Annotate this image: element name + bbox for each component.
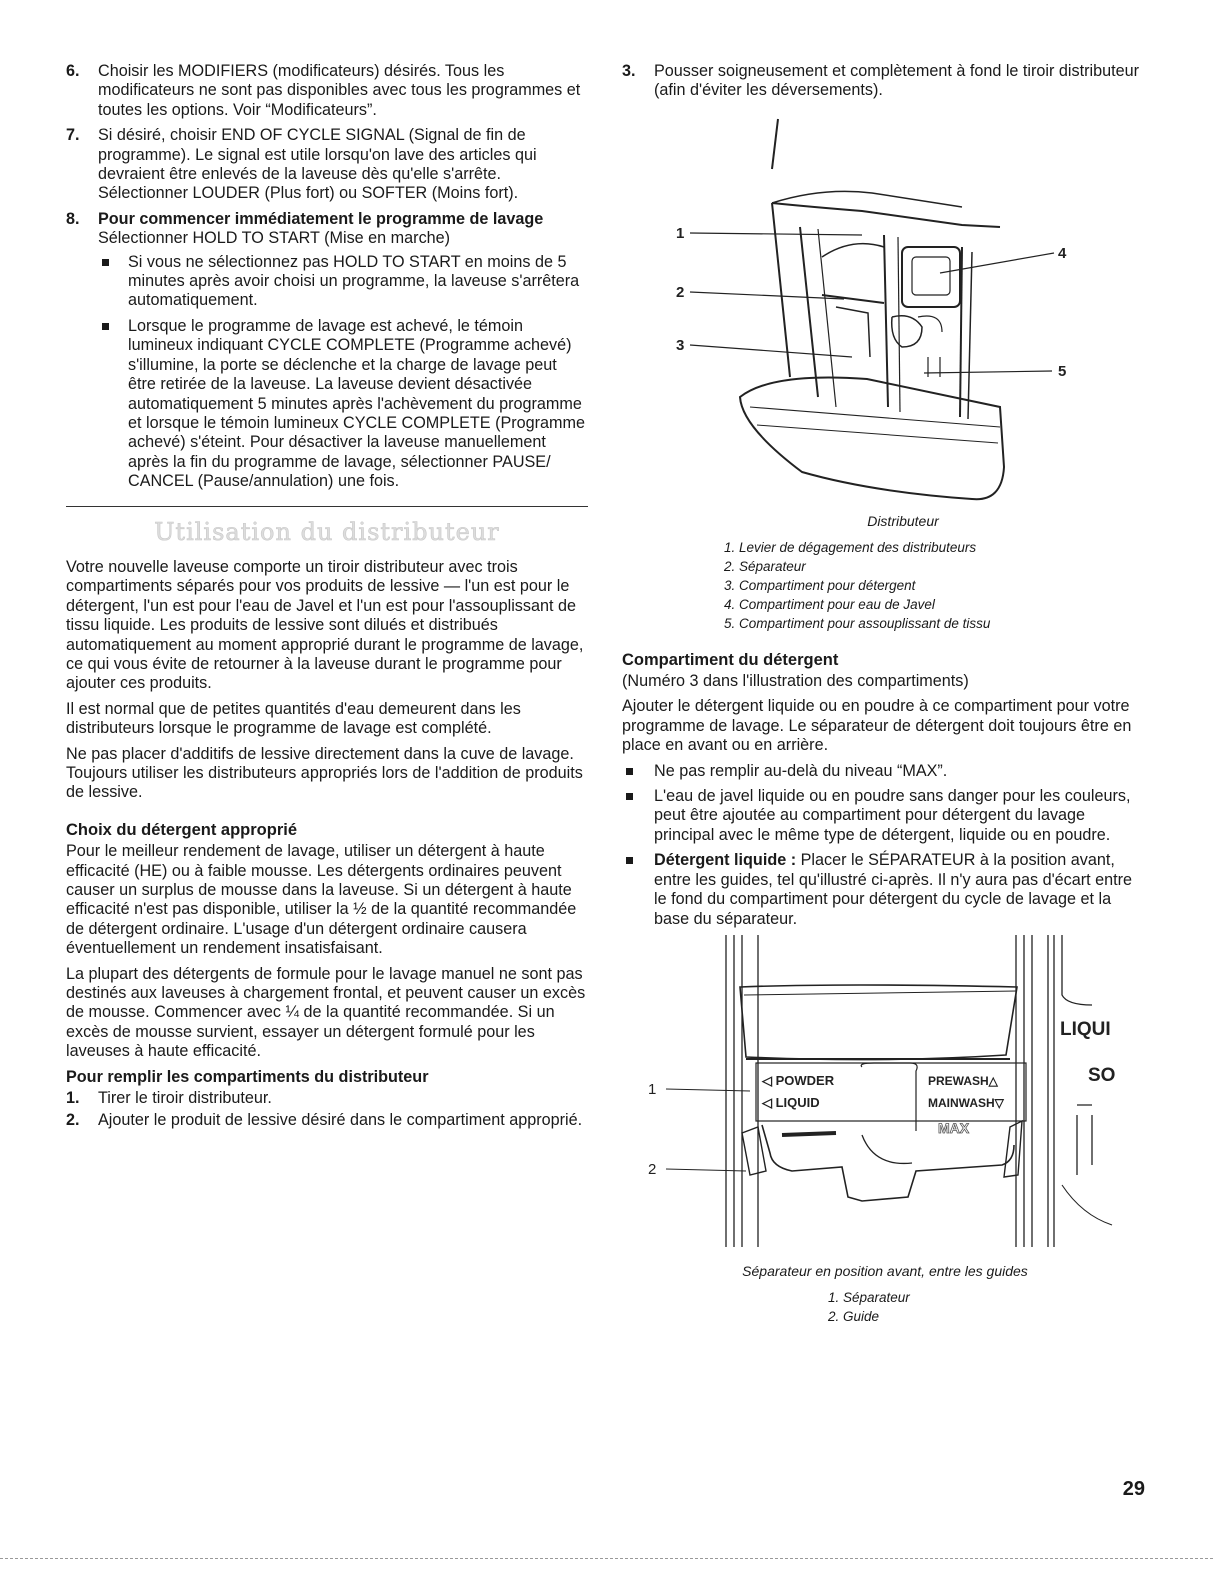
callout-5: 5 <box>1058 362 1067 380</box>
section-title: Utilisation du distributeur <box>154 517 500 546</box>
choix-heading: Choix du détergent approprié <box>66 820 298 839</box>
powder-label: ◁ POWDER <box>762 1072 835 1088</box>
mainwash-label: MAINWASH▽ <box>928 1095 1004 1110</box>
choix-paragraph: Pour le meilleur rendement de lavage, utiliser un détergent à haute efficacité (HE) ou à faible mousse. Les détergents ordinaires peuvent causer un surplus de mousse dans la laveuse. Si un détergent à haute efficacité n'est pas disponible, utiliser la ½ de la quantité recommandée de détergent ordinaire. L'usage d'un détergent ordinaire causera éventuellement un rendement insatisfaisant. <box>66 842 577 958</box>
dispenser-legend <box>622 538 1144 633</box>
intro-paragraph: Il est normal que de petites quantités d'eau demeurent dans les distributeurs lorsque le programme de lavage est complété. <box>66 699 521 738</box>
callout-2: 2 <box>676 283 685 301</box>
step-1-text: Tirer le tiroir distributeur. <box>98 1089 272 1108</box>
liquid-detergent-text: Placer le SÉPARATEUR à la position avant, entre les guides, tel qu'illustré ci-après. Il n'y aura pas d'écart entre le fond du compartiment pour détergent du cycle de lavage et la base du séparateur. <box>654 851 1133 928</box>
step-7 <box>66 126 588 204</box>
liquid-detergent-label: Détergent liquide : <box>654 851 797 870</box>
separator-figure <box>622 935 1144 1326</box>
legend-item: 3. Compartiment pour détergent <box>724 577 916 593</box>
max-label: MAX <box>938 1119 970 1136</box>
remplir-heading: Pour remplir les compartiments du distributeur <box>66 1067 429 1086</box>
separator-caption: Séparateur en position avant, entre les guides <box>742 1263 1028 1280</box>
legend-item: 1. Séparateur <box>828 1289 910 1305</box>
prewash-label: PREWASH△ <box>928 1073 998 1088</box>
step-8-bullets <box>66 253 588 492</box>
compartment-bullet: L'eau de javel liquide ou en poudre sans danger pour les couleurs, peut être ajoutée au compartiment pour détergent du lavage principal avec le même type de détergent, liquide ou en poudre. <box>622 787 1144 845</box>
step-8-bullet: Lorsque le programme de lavage est achevé, le témoin lumineux indiquant CYCLE COMPLETE (Programme achevé) s'illumine, la porte se déclenche et la charge de lavage peut être retirée de la laveuse. La laveuse devient désactivée automatiquement 5 minutes après l'achèvement du programme et lorsque le témoin lumineux CYCLE COMPLETE (Programme achevé) s'éteint. Pour désactiver la laveuse manuellement après la fin du programme de lavage, sélectionner PAUSE/ CANCEL (Pause/annulation) une fois. <box>98 317 588 492</box>
callout-2: 2 <box>648 1160 657 1178</box>
legend-item: 5. Compartiment pour assouplissant de tissu <box>724 615 991 631</box>
right-column <box>622 62 1144 1326</box>
step-8-number: 8. <box>66 209 80 228</box>
compartment-subtitle: (Numéro 3 dans l'illustration des compartiments) <box>622 672 969 691</box>
step-6 <box>66 62 588 120</box>
step-2-text: Ajouter le produit de lessive désiré dans le compartiment approprié. <box>98 1110 583 1129</box>
step-6-text: Choisir les MODIFIERS (modificateurs) désirés. Tous les modificateurs ne sont pas disponibles avec tous les programmes et toutes les options. Voir “Modificateurs”. <box>98 62 581 119</box>
callout-3: 3 <box>676 336 685 354</box>
step-2-number: 2. <box>66 1110 80 1129</box>
step-7-number: 7. <box>66 126 80 145</box>
step-3-text: Pousser soigneusement et complètement à fond le tiroir distributeur (afin d'éviter les déversements). <box>654 62 1139 100</box>
dispenser-illustration <box>622 107 1144 507</box>
step-8-bullet: Si vous ne sélectionnez pas HOLD TO START en moins de 5 minutes après avoir choisi un programme, la laveuse s'arrêtera automatiquement. <box>98 253 588 311</box>
separator-illustration <box>622 935 1144 1253</box>
page-number: 29 <box>1122 1478 1145 1500</box>
compartment-bullet <box>622 851 1144 929</box>
dispenser-figure <box>622 107 1144 633</box>
compartment-paragraph: Ajouter le détergent liquide ou en poudre à ce compartiment pour votre programme de lavage. Le séparateur de détergent doit toujours être en place en avant ou en arrière. <box>622 697 1132 755</box>
softener-partial-label: SO <box>1088 1064 1116 1086</box>
left-column <box>66 62 588 1136</box>
legend-item: 2. Guide <box>828 1308 880 1324</box>
compartment-heading: Compartiment du détergent <box>622 650 839 669</box>
step-1-number: 1. <box>66 1089 80 1108</box>
step-3 <box>622 62 1144 101</box>
legend-item: 4. Compartiment pour eau de Javel <box>724 596 935 612</box>
step-1 <box>66 1089 588 1108</box>
step-6-number: 6. <box>66 62 80 80</box>
callout-1: 1 <box>648 1080 657 1098</box>
liquid-partial-label: LIQUI <box>1060 1018 1111 1040</box>
step-3-number: 3. <box>622 62 636 80</box>
liquid-label: ◁ LIQUID <box>762 1094 820 1110</box>
step-8-text: Sélectionner HOLD TO START (Mise en marche) <box>98 229 451 248</box>
step-8-title: Pour commencer immédiatement le programme de lavage <box>98 209 544 228</box>
callout-1: 1 <box>676 224 685 242</box>
compartment-bullet: Ne pas remplir au-delà du niveau “MAX”. <box>622 762 1144 781</box>
choix-paragraph: La plupart des détergents de formule pour le lavage manuel ne sont pas destinés aux laveuses à chargement frontal, et peuvent causer un excès de mousse. Commencer avec ¼ de la quantité recommandée. Si un excès de mousse survient, essayer un détergent formulé pour les laveuses à haute efficacité. <box>66 964 586 1061</box>
legend-item: 2. Séparateur <box>724 558 806 574</box>
page-bottom-border <box>0 1558 1213 1559</box>
dispenser-caption: Distributeur <box>867 513 939 530</box>
intro-paragraph: Votre nouvelle laveuse comporte un tiroir distributeur avec trois compartiments séparés pour vos produits de lessive — l'un est pour le détergent, l'un est pour l'eau de Javel et l'un est pour l'assouplissant de tissu liquide. Les produits de lessive sont dilués et distribués automatiquement au moment approprié durant le programme de lavage, ce qui vous évite de retourner à la laveuse durant le programme pour ajouter ces produits. <box>66 557 584 693</box>
step-8 <box>66 210 588 249</box>
legend-item: 1. Levier de dégagement des distributeurs <box>724 539 977 555</box>
section-divider <box>66 506 588 507</box>
step-2 <box>66 1111 588 1130</box>
callout-4: 4 <box>1058 244 1067 262</box>
step-7-text: Si désiré, choisir END OF CYCLE SIGNAL (Signal de fin de programme). Le signal est utile lorsqu'on lave des articles qui devraient être enlevés de la laveuse dès qu'elle s'arrête. Sélectionner LOUDER (Plus fort) ou SOFTER (Moins fort). <box>98 126 537 203</box>
intro-paragraph: Ne pas placer d'additifs de lessive directement dans la cuve de lavage. Toujours utiliser les distributeurs appropriés lors de l'addition de produits de lessive. <box>66 744 583 802</box>
separator-legend <box>622 1288 1144 1326</box>
